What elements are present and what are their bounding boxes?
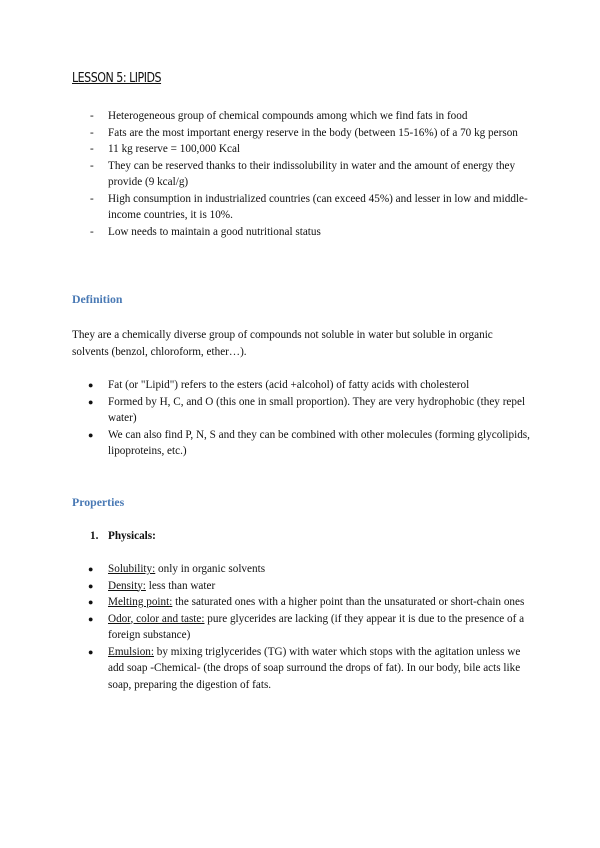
list-item	[0, 108, 600, 125]
list-item-text: pure glycerides are lacking (if they appear it is due to the presence of a foreign substance)	[108, 612, 525, 641]
list-item-text: only in organic solvents	[155, 563, 266, 575]
list-item	[0, 125, 600, 142]
list-item-text: We can also find P, N, S and they can be combined with other molecules (forming glycolipids, lipoproteins, etc.)	[108, 428, 530, 457]
list-item	[0, 377, 600, 394]
bullet-marker: ●	[88, 613, 94, 624]
dash-marker: -	[90, 192, 94, 205]
property-term: Solubility:	[108, 563, 156, 575]
list-item	[0, 191, 600, 224]
list-item	[0, 594, 600, 611]
subsection-number: 1.	[90, 530, 99, 542]
list-item-text: by mixing triglycerides (TG) with water which stops with the agitation unless we add soap -Chemical- (the drops of soap surround the drops of fat). In our body, bile acts like soap, preparing the digestion of fats.	[108, 645, 521, 691]
dash-marker: -	[90, 143, 94, 155]
property-term: Density:	[108, 579, 146, 592]
list-item-text: Heterogeneous group of chemical compounds among which we find fats in food	[108, 110, 468, 122]
subsection-title: Physicals:	[108, 530, 156, 542]
property-term: Emulsion:	[108, 645, 154, 658]
list-item	[0, 578, 600, 595]
bullet-marker: ●	[88, 396, 94, 407]
bullet-marker: ●	[88, 646, 94, 657]
properties-list-block	[0, 561, 600, 693]
definition-paragraph: They are a chemically diverse group of compounds not soluble in water but soluble in organic solvents (benzol, chloroform, ether…).	[72, 329, 493, 358]
dash-marker: -	[90, 159, 94, 172]
list-item-text: Fats are the most important energy reserve in the body (between 15-16%) of a 70 kg person	[108, 126, 518, 139]
list-item-text: Fat (or "Lipid") refers to the esters (acid +alcohol) of fatty acids with cholesterol	[108, 379, 470, 391]
list-item-text: Formed by H, C, and O (this one in small proportion). They are very hydrophobic (they repel water)	[108, 395, 526, 424]
list-item-text: less than water	[145, 579, 216, 592]
list-item	[0, 224, 600, 241]
list-item-text: 11 kg reserve = 100,000 Kcal	[108, 143, 241, 155]
property-term: Odor, color and taste:	[108, 612, 205, 625]
list-item-text: They can be reserved thanks to their indissolubility in water and the amount of energy they provide (9 kcal/g)	[108, 159, 516, 188]
bullet-marker: ●	[88, 429, 94, 440]
definition-list	[0, 377, 600, 460]
definition-list-block	[0, 377, 600, 460]
list-item-text: the saturated ones with a higher point than the unsaturated or short-chain ones	[172, 596, 525, 608]
list-item	[0, 394, 600, 427]
dash-marker: -	[90, 110, 94, 122]
properties-list	[0, 561, 600, 693]
list-item	[0, 611, 600, 644]
properties-heading: Properties	[72, 495, 125, 509]
list-item	[0, 561, 600, 578]
list-item	[0, 141, 600, 158]
list-item	[0, 427, 600, 460]
dash-marker: -	[90, 225, 94, 238]
bullet-marker: ●	[88, 380, 94, 390]
dash-marker: -	[90, 126, 94, 139]
list-item	[0, 158, 600, 191]
list-item	[0, 644, 600, 694]
subsection-heading	[90, 528, 156, 545]
bullet-marker: ●	[88, 597, 94, 607]
bullet-marker: ●	[88, 564, 94, 574]
list-item-text: Low needs to maintain a good nutritional status	[108, 225, 321, 238]
definition-heading: Definition	[72, 292, 123, 306]
list-item-text: High consumption in industrialized countries (can exceed 45%) and lesser in low and middle-income countries, it is 10%.	[108, 192, 528, 221]
property-term: Melting point:	[108, 596, 173, 608]
intro-list	[0, 108, 600, 240]
intro-list-block	[0, 108, 600, 240]
page-title: LESSON 5: LIPIDS	[72, 70, 162, 86]
bullet-marker: ●	[88, 580, 94, 591]
